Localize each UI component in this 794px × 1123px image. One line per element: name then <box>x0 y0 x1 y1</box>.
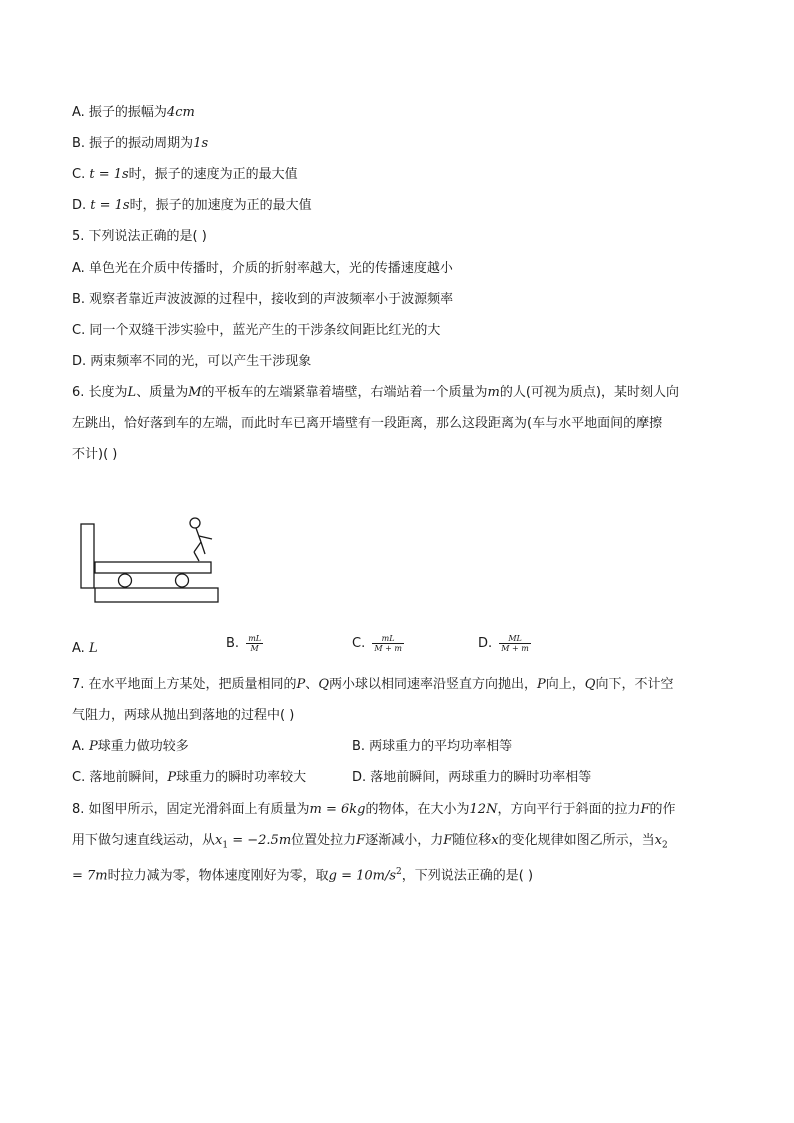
q6-var-L: L <box>127 385 137 400</box>
q7-option-a-var: P <box>88 739 98 754</box>
q6-option-c-denominator: M + m <box>374 644 402 653</box>
q6-text-3: 的平板车的左端紧靠着墙壁，右端站着一个质量为 <box>201 385 488 400</box>
q8-text-4: 的作 <box>649 802 676 817</box>
q4-option-a-math: 4cm <box>166 105 195 120</box>
person-figure <box>190 518 212 561</box>
q8-math-gravity: g = 10m/s <box>328 868 397 884</box>
q8-text-2: 的物体，在大小为 <box>365 802 470 817</box>
q4-option-d-label: D. <box>72 198 91 213</box>
q4-option-b-math: 1s <box>193 136 209 151</box>
q4-option-d-text: 时，振子的加速度为正的最大值 <box>129 198 312 213</box>
q4-option-c-math: t = 1s <box>89 167 129 182</box>
q4-option-c <box>72 166 298 184</box>
q6-option-c-numerator: mL <box>372 634 404 644</box>
q4-option-c-label: C. <box>72 167 90 182</box>
cart-board <box>95 562 211 573</box>
q6-option-b-label: B. <box>226 636 244 651</box>
q8-text-3: ，方向平行于斜面的拉力 <box>497 802 641 817</box>
q4-option-d <box>72 197 312 215</box>
q6-text-2: 、质量为 <box>136 385 189 400</box>
q8-text-11: ，下列说法正确的是( ) <box>401 868 534 884</box>
q5-stem: 5. 下列说法正确的是( ) <box>72 229 207 244</box>
q8-var-x2-sub: 2 <box>661 840 668 851</box>
q7-option-b: B. 两球重力的平均功率相等 <box>352 739 513 754</box>
q4-option-d-math: t = 1s <box>90 198 130 213</box>
q4-option-a-text: A. 振子的振幅为 <box>72 105 167 120</box>
q8-var-x: x <box>491 833 499 848</box>
q6-figure-cart-wall <box>78 514 223 606</box>
q6-option-c <box>352 634 404 653</box>
q5-option-d: D. 两束频率不同的光，可以产生干涉现象 <box>72 354 312 369</box>
q8-var-x1-sub: 1 <box>222 840 229 851</box>
q8-var-F2: F <box>356 833 366 848</box>
q8-text-1: 8. 如图甲所示，固定光滑斜面上有质量为 <box>72 802 310 817</box>
q8-text-5: 用下做匀速直线运动，从 <box>72 833 216 848</box>
cart-wheel-left <box>119 574 132 587</box>
q8-stem-line3 <box>72 863 533 885</box>
q8-text-8: 随位移 <box>452 833 492 848</box>
q6-stem-line3: 不计)( ) <box>72 447 118 462</box>
q8-var-x1: x <box>215 833 223 848</box>
q6-option-d <box>478 634 531 653</box>
q7-option-a-text: 球重力做功较多 <box>97 739 189 754</box>
q4-option-b <box>72 135 208 153</box>
q4-option-a <box>72 104 195 122</box>
cart-wheel-right <box>176 574 189 587</box>
q7-option-a <box>72 738 189 756</box>
q5-option-a: A. 单色光在介质中传播时，介质的折射率越大，光的传播速度越小 <box>72 261 453 276</box>
q7-text-3: 两小球以相同速率沿竖直方向抛出， <box>328 677 537 692</box>
ground <box>95 588 218 602</box>
q6-option-b-fraction <box>246 634 263 653</box>
q6-text-1: 6. 长度为 <box>72 385 128 400</box>
wall <box>81 524 94 588</box>
q8-math-x1-value: = −2.5m <box>228 833 292 848</box>
q5-option-c: C. 同一个双缝干涉实验中，蓝光产生的干涉条纹间距比红光的大 <box>72 323 441 338</box>
q6-option-a-label: A. <box>72 641 89 656</box>
q7-text-5: 向下，不计空 <box>595 677 674 692</box>
q8-var-F3: F <box>443 833 453 848</box>
q8-stem-line2 <box>72 832 668 855</box>
q6-option-d-label: D. <box>478 636 497 651</box>
q7-text-4: 向上， <box>545 677 585 692</box>
q8-math-mass: m = 6kg <box>309 802 366 817</box>
q7-var-P: P <box>296 677 306 692</box>
q7-stem-line2: 气阻力，两球从抛出到落地的过程中( ) <box>72 708 295 723</box>
q6-option-a <box>72 640 98 658</box>
q8-text-10: 时拉力减为零，物体速度刚好为零，取 <box>107 868 329 884</box>
q7-stem-line1 <box>72 676 673 694</box>
q7-option-c-label: C. 落地前瞬间， <box>72 770 168 785</box>
q7-option-c <box>72 769 306 787</box>
q6-stem-line1 <box>72 384 679 402</box>
q6-option-a-math: L <box>88 641 98 656</box>
q7-option-c-text: 球重力的瞬时功率较大 <box>176 770 307 785</box>
q6-text-4: 的人(可视为质点)，某时刻人向 <box>499 385 680 400</box>
q5-option-b: B. 观察者靠近声波波源的过程中，接收到的声波频率小于波源频率 <box>72 292 454 307</box>
q7-var-Q: Q <box>318 677 329 692</box>
q6-var-M: M <box>188 385 202 400</box>
q6-option-d-numerator: ML <box>499 634 531 644</box>
q6-option-b <box>226 634 263 653</box>
q8-math-force: 12N <box>469 802 498 817</box>
q8-var-x2: x <box>654 833 662 848</box>
q8-math-gravity-sup: 2 <box>396 867 402 877</box>
q6-option-b-denominator: M <box>250 644 259 653</box>
q4-option-c-text: 时，振子的速度为正的最大值 <box>128 167 298 182</box>
q4-option-b-text: B. 振子的振动周期为 <box>72 136 194 151</box>
q7-var-Q2: Q <box>584 677 596 692</box>
q6-option-b-numerator: mL <box>248 634 262 643</box>
q7-option-d: D. 落地前瞬间，两球重力的瞬时功率相等 <box>352 770 592 785</box>
q7-var-P2: P <box>537 677 546 692</box>
q8-var-F: F <box>640 802 650 817</box>
q6-option-c-label: C. <box>352 636 370 651</box>
q8-math-x2-value: = 7m <box>72 868 108 884</box>
q6-option-d-denominator: M + m <box>501 644 529 653</box>
q7-option-c-var: P <box>167 770 177 785</box>
q8-text-6: 位置处拉力 <box>291 833 357 848</box>
q6-var-m: m <box>487 385 500 400</box>
q8-stem-line1 <box>72 801 676 819</box>
q8-text-9: 的变化规律如图乙所示，当 <box>498 833 655 848</box>
q7-text-1: 7. 在水平地面上方某处，把质量相同的 <box>72 677 297 692</box>
q6-option-d-fraction <box>499 634 531 653</box>
q6-option-c-fraction <box>372 634 404 653</box>
q8-text-7: 逐渐减小，力 <box>365 833 444 848</box>
q7-option-a-label: A. <box>72 739 89 754</box>
q6-stem-line2: 左跳出，恰好落到车的左端，而此时车已离开墙壁有一段距离，那么这段距离为(车与水平地面间的摩擦 <box>72 416 663 431</box>
q7-text-2: 、 <box>305 677 319 692</box>
